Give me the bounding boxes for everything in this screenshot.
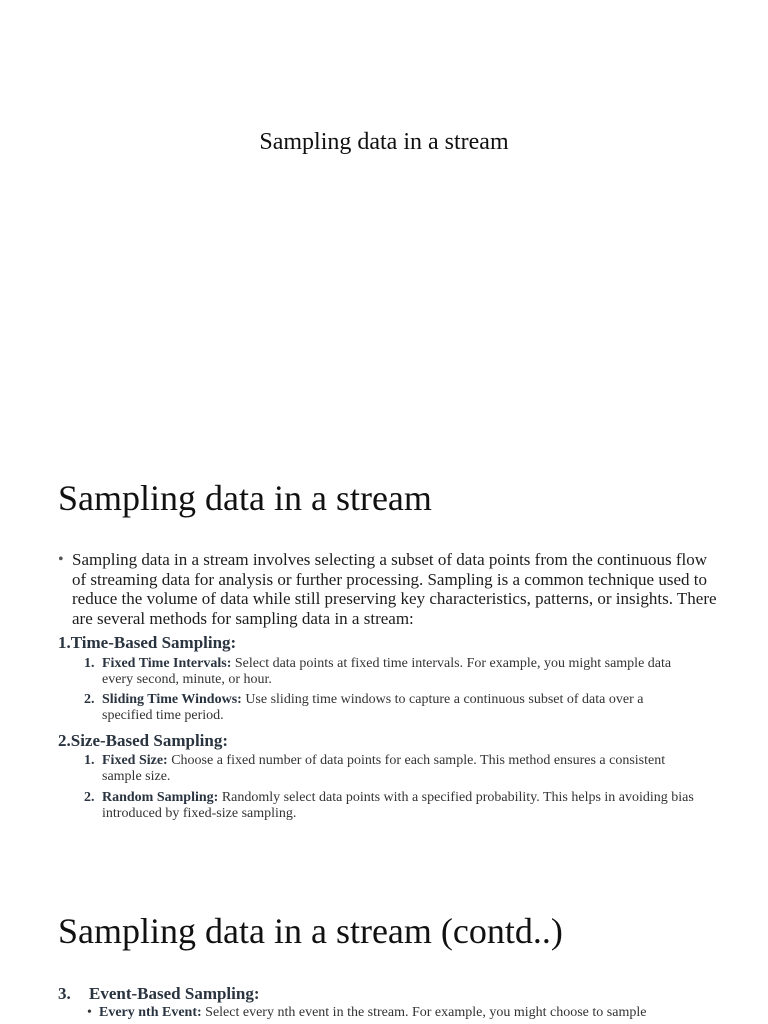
list-number: 2. (84, 692, 95, 707)
item-text: Select data points at fixed time intervals. For example, you might sample data every second, minute, or hour. (102, 656, 672, 687)
list-number: 2. (84, 790, 95, 805)
item-text: Use sliding time windows to capture a continuous subset of data over a specified time period. (102, 692, 644, 723)
section-number: 3. (58, 984, 71, 1003)
event-based-sampling-heading (58, 984, 260, 1004)
size-based-sampling-heading: 2.Size-Based Sampling: (58, 731, 229, 750)
bullet-dot-icon: • (58, 551, 64, 568)
slide3-heading: Sampling data in a stream (contd..) (58, 911, 563, 951)
list-number: 1. (84, 753, 95, 768)
time-based-sampling-heading: 1.Time-Based Sampling: (58, 633, 237, 652)
item-label: Fixed Size: (102, 753, 168, 768)
intro-text: Sampling data in a stream involves selecting a subset of data points from the continuous flow of streaming data for analysis or further processing. Sampling is a common technique used to reduce the volume of data while still preserving key characteristics, patterns, or insights. There are several methods for sampling data in a stream: (72, 550, 717, 628)
item-label: Random Sampling: (102, 790, 219, 805)
bullet-dot-icon: • (87, 1005, 92, 1020)
item-text: Choose a fixed number of data points for each sample. This method ensures a consistent sample size. (102, 753, 666, 784)
item-text: Select every nth event in the stream. For example, you might choose to sample (205, 1005, 647, 1020)
intro-bullet (58, 550, 718, 628)
title-slide-title: Sampling data in a stream (259, 129, 509, 155)
item-label: Sliding Time Windows: (102, 692, 242, 707)
item-text: Randomly select data points with a specified probability. This helps in avoiding bias introduced by fixed-size sampling. (102, 790, 694, 821)
list-number: 1. (84, 656, 95, 671)
item-label: Fixed Time Intervals: (102, 656, 232, 671)
list-item (87, 1005, 727, 1021)
list-item (84, 692, 694, 724)
section-title: Event-Based Sampling: (89, 984, 260, 1003)
list-item (84, 753, 694, 785)
item-label: Every nth Event: (99, 1005, 202, 1020)
list-item (84, 656, 694, 688)
slide2-heading: Sampling data in a stream (58, 478, 432, 518)
list-item (84, 790, 694, 822)
